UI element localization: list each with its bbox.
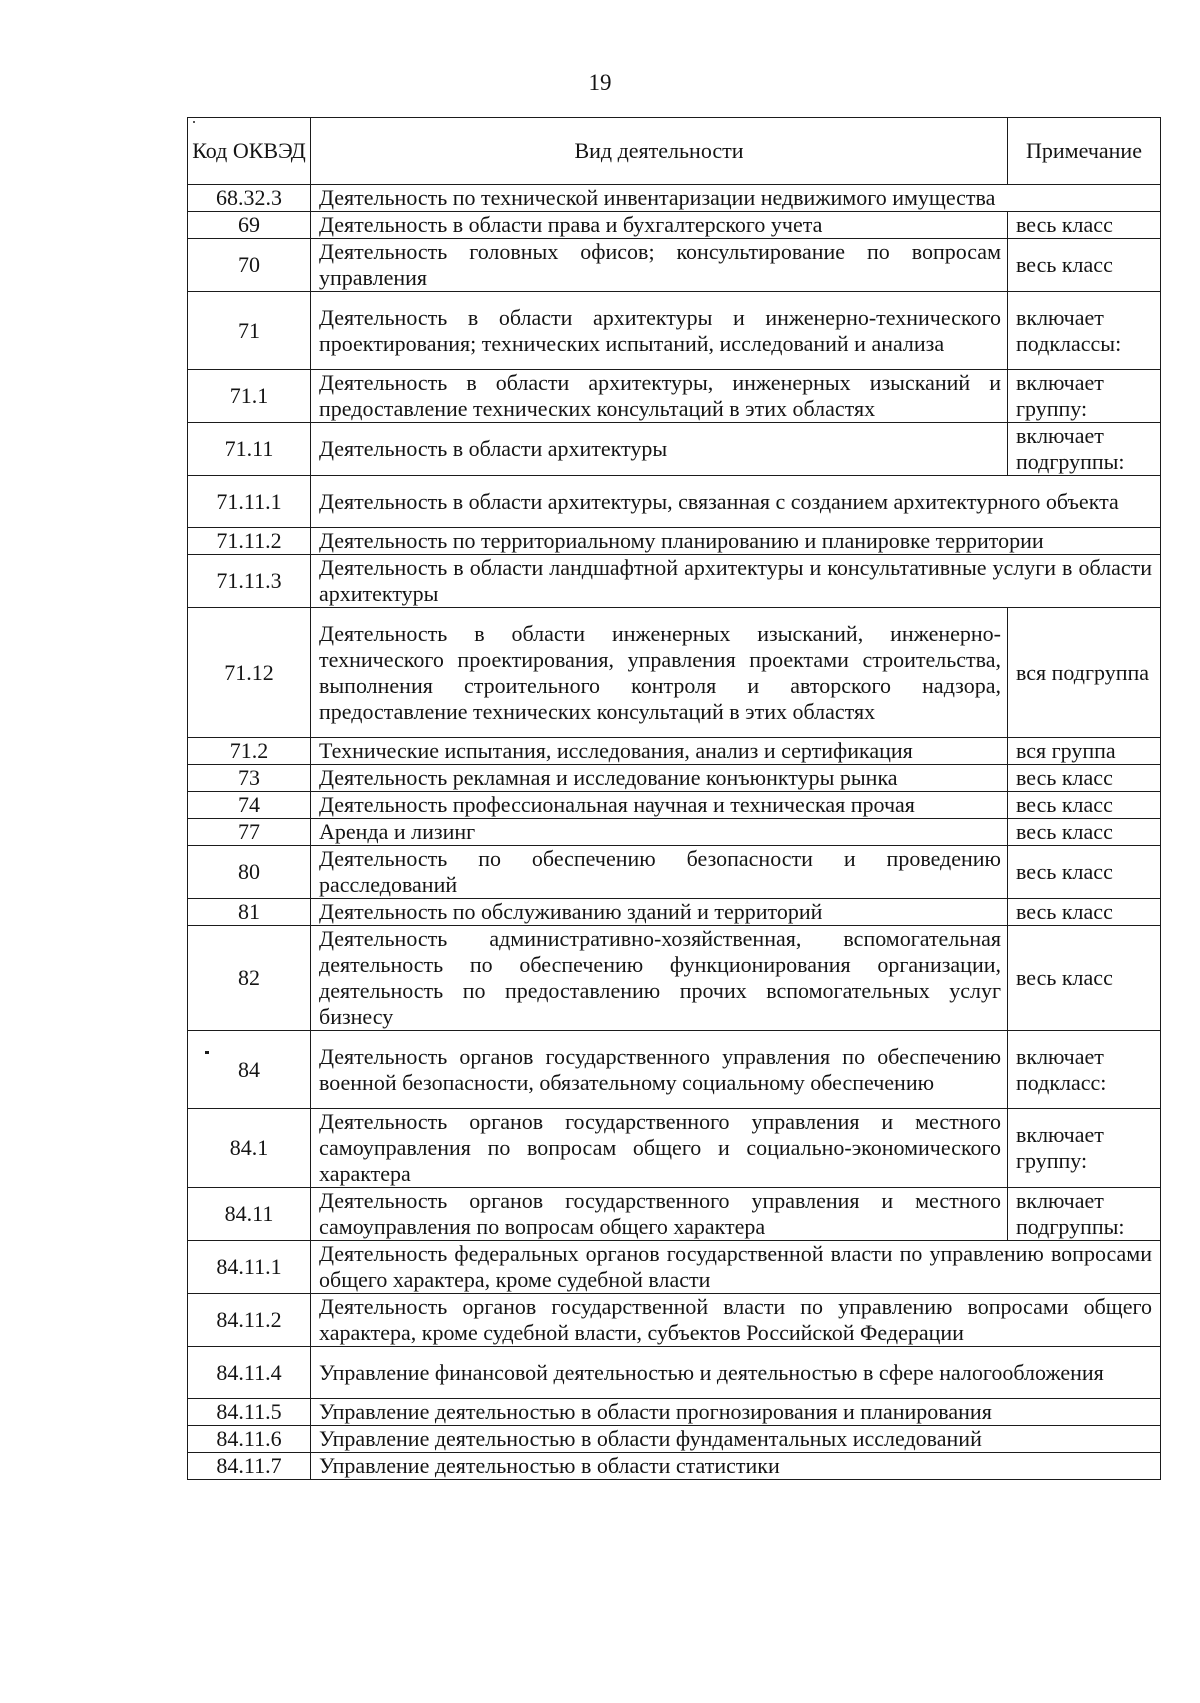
okved-code: 73 [188,765,311,792]
okved-code: 81 [188,899,311,926]
header-activity: Вид деятельности [311,118,1008,185]
activity-description: Деятельность в области архитектуры, инженерных изысканий и предоставление технических консультаций в этих областях [311,370,1008,423]
activity-description: Аренда и лизинг [311,819,1008,846]
header-code: Код ОКВЭД [188,118,311,185]
table-row [188,1453,1161,1480]
activity-note: весь класс [1008,212,1161,239]
activity-description: Деятельность по обеспечению безопасности и проведению расследований [311,846,1008,899]
activity-description: Деятельность в области архитектуры и инженерно-технического проектирования; технических испытаний, исследований и анализа [311,292,1008,370]
table-row [188,926,1161,1031]
okved-code: 84 [188,1031,311,1109]
okved-code: 80 [188,846,311,899]
page-number: 19 [588,70,612,95]
okved-table [187,117,1161,1480]
table-row [188,1347,1161,1399]
table-row [188,239,1161,292]
activity-description: Деятельность в области права и бухгалтерского учета [311,212,1008,239]
activity-note: вся группа [1008,738,1161,765]
okved-code: 84.11.4 [188,1347,311,1399]
activity-note: вся подгруппа [1008,608,1161,738]
table-row [188,1426,1161,1453]
activity-description: Деятельность органов государственного управления по обеспечению военной безопасности, обязательному социальному обеспечению [311,1031,1008,1109]
table-row [188,185,1161,212]
activity-description: Деятельность в области архитектуры [311,423,1008,476]
table-row [188,1031,1161,1109]
activity-description: Управление деятельностью в области статистики [311,1453,1161,1480]
activity-note: весь класс [1008,792,1161,819]
okved-code: 84.11.2 [188,1294,311,1347]
activity-description: Деятельность головных офисов; консультирование по вопросам управления [311,239,1008,292]
activity-note: весь класс [1008,899,1161,926]
table-header [188,118,1161,185]
table-row [188,792,1161,819]
okved-code: 71.12 [188,608,311,738]
table-row [188,528,1161,555]
okved-code: 71.11.3 [188,555,311,608]
okved-code: 84.1 [188,1109,311,1188]
okved-code: 68.32.3 [188,185,311,212]
okved-code: 74 [188,792,311,819]
activity-note: включает группу: [1008,1109,1161,1188]
table-row [188,370,1161,423]
okved-code: 77 [188,819,311,846]
table-row [188,608,1161,738]
activity-note: весь класс [1008,765,1161,792]
table-row [188,738,1161,765]
okved-code: 82 [188,926,311,1031]
activity-note: включает подклассы: [1008,292,1161,370]
header-row [188,118,1161,185]
activity-description: Деятельность органов государственного управления и местного самоуправления по вопросам общего характера [311,1188,1008,1241]
okved-code: 84.11 [188,1188,311,1241]
table-row [188,1188,1161,1241]
table-row [188,899,1161,926]
table-row [188,765,1161,792]
activity-description: Деятельность органов государственного управления и местного самоуправления по вопросам общего и социально-экономического характера [311,1109,1008,1188]
activity-description: Деятельность профессиональная научная и техническая прочая [311,792,1008,819]
table-row [188,1109,1161,1188]
activity-description: Деятельность по обслуживанию зданий и территорий [311,899,1008,926]
okved-code: 71.2 [188,738,311,765]
activity-description: Управление деятельностью в области прогнозирования и планирования [311,1399,1161,1426]
activity-note: весь класс [1008,926,1161,1031]
table-row [188,846,1161,899]
activity-description: Деятельность по технической инвентаризации недвижимого имущества [311,185,1161,212]
table-row [188,1399,1161,1426]
scan-mark [205,1051,209,1054]
okved-code: 84.11.7 [188,1453,311,1480]
activity-note: включает группу: [1008,370,1161,423]
table-row [188,212,1161,239]
activity-description: Деятельность рекламная и исследование конъюнктуры рынка [311,765,1008,792]
table-row [188,476,1161,528]
activity-note: включает подгруппы: [1008,1188,1161,1241]
activity-description: Деятельность в области инженерных изысканий, инженерно-технического проектирования, управления проектами строительства, выполнения строительного контроля и авторского надзора, предоставление технических консультаций в этих областях [311,608,1008,738]
activity-description: Управление финансовой деятельностью и деятельностью в сфере налогообложения [311,1347,1161,1399]
okved-code: 71.11.1 [188,476,311,528]
table-row [188,1294,1161,1347]
okved-code: 71.1 [188,370,311,423]
activity-note: весь класс [1008,819,1161,846]
table-row [188,1241,1161,1294]
okved-code: 84.11.6 [188,1426,311,1453]
activity-note: весь класс [1008,239,1161,292]
activity-description: Управление деятельностью в области фундаментальных исследований [311,1426,1161,1453]
activity-description: Деятельность федеральных органов государственной власти по управлению вопросами общего характера, кроме судебной власти [311,1241,1161,1294]
header-note: Примечание [1008,118,1161,185]
activity-description: Деятельность органов государственной власти по управлению вопросами общего характера, кроме судебной власти, субъектов Российской Федерации [311,1294,1161,1347]
activity-description: Технические испытания, исследования, анализ и сертификация [311,738,1008,765]
okved-code: 70 [188,239,311,292]
okved-code: 71.11.2 [188,528,311,555]
okved-code: 71.11 [188,423,311,476]
activity-note: включает подгруппы: [1008,423,1161,476]
table-row [188,819,1161,846]
okved-code: 69 [188,212,311,239]
activity-note: включает подкласс: [1008,1031,1161,1109]
activity-note: весь класс [1008,846,1161,899]
activity-description: Деятельность в области ландшафтной архитектуры и консультативные услуги в области архитектуры [311,555,1161,608]
activity-description: Деятельность в области архитектуры, связанная с созданием архитектурного объекта [311,476,1161,528]
table-body [188,185,1161,1480]
activity-description: Деятельность административно-хозяйственная, вспомогательная деятельность по обеспечению функционирования организации, деятельность по предоставлению прочих вспомогательных услуг бизнесу [311,926,1008,1031]
table-row [188,555,1161,608]
okved-code: 84.11.1 [188,1241,311,1294]
activity-description: Деятельность по территориальному планированию и планировке территории [311,528,1161,555]
table-row [188,292,1161,370]
okved-code: 84.11.5 [188,1399,311,1426]
okved-code: 71 [188,292,311,370]
table-row [188,423,1161,476]
